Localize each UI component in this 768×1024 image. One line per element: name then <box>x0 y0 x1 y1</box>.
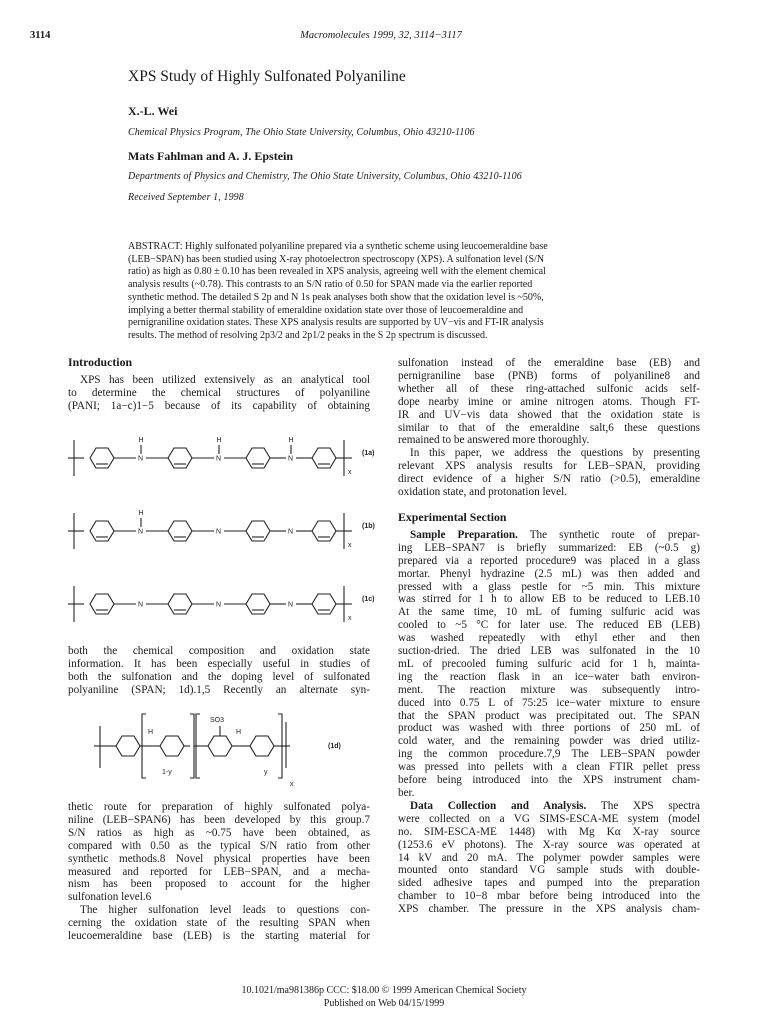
body-line: polyaniline (SPAN; 1d).1,5 Recently an alternate syn- <box>68 683 370 696</box>
h-label: H <box>236 729 242 736</box>
body-line: product was washed with three portions of 250 mL of <box>398 722 700 735</box>
section-heading: Introduction <box>68 355 133 369</box>
subsection-heading: Sample Preparation. <box>410 528 518 541</box>
body-line: remained to be answered more thoroughly. <box>398 434 590 447</box>
body-line: nism has been proposed to account for the higher <box>68 878 370 891</box>
body-line: duced into 0.75 L of 75:25 ice−water mixture to ensure <box>398 696 700 709</box>
body-line: ing LEB−SPAN7 is briefly summarized: EB (~0.5 g) <box>398 541 700 554</box>
n-label: N <box>216 528 222 536</box>
body-line: that the SPAN product was precipitated out. The SPAN <box>398 709 700 722</box>
body-line: before being introduced into the XPS instrument cham- <box>398 774 700 787</box>
body-line: direct evidence of a higher S/N ratio (>0.5), emeraldine <box>398 473 700 486</box>
body-line: synthetic methods.8 Novel physical properties have been <box>68 852 370 865</box>
abstract <box>128 241 674 343</box>
body-line: dope nearby imine or amine nitrogen atoms. Though FT- <box>398 395 700 408</box>
body-line: XPS chamber. The pressure in the XPS analysis cham- <box>398 903 700 916</box>
n-label: N <box>288 528 294 536</box>
body-line: ment. The reaction mixture was subsequently intro- <box>398 683 700 696</box>
body-line: pernigraniline base (PNB) forms of polyaniline8 and <box>398 369 700 382</box>
author-names: Mats Fahlman and A. J. Epstein <box>128 149 294 163</box>
abstract-line: synthetic method. The detailed S 2p and N 1s peak analyses both show that the oxidation level is ~50%, <box>128 291 544 303</box>
body-line: information. It has been especially useful in studies of <box>68 657 370 670</box>
body-line: mounted onto standard VG sample studs with double- <box>398 864 700 877</box>
abstract-line: ABSTRACT: Highly sulfonated polyaniline prepared via a synthetic scheme using leucoemeraldine base <box>128 241 548 252</box>
body-line: was stirred for 1 h to allow EB to be reduced to LEB.10 <box>398 593 700 606</box>
body-line: IR and UV−vis data showed that the oxidation state is <box>398 408 700 421</box>
body-line: mortar. Phenyl hydrazine (2.5 mL) was then added and <box>398 567 700 580</box>
body-line: ing the reaction flask in an ice−water bath environ- <box>398 670 700 683</box>
body-line: measured and reported for LEB−SPAN, and a mecha- <box>68 865 370 878</box>
y-label: y <box>264 769 268 776</box>
body-line: prepared via a reported procedure9 was placed in a glass <box>398 554 700 567</box>
body-line: to determine the chemical structures of polyaniline <box>68 386 370 399</box>
body-line: cooled to ~5 °C for later use. The reduced EB (LEB) <box>398 619 700 632</box>
footer-published: Published on Web 04/15/1999 <box>323 998 445 1009</box>
body-line: was pressed into pellets with a clean FTIR pellet press <box>398 761 700 774</box>
structure-label: (1c) <box>362 596 375 603</box>
body-line: whether all of these ring-attached sulfonic acids self- <box>398 382 700 395</box>
footer-doi: 10.1021/ma981386p CCC: $18.00 © 1999 American Chemical Society <box>241 985 527 996</box>
h-label: H <box>216 437 222 444</box>
body-line: thetic route for preparation of highly sulfonated polya- <box>68 801 370 813</box>
n-label: N <box>138 455 144 463</box>
body-line: both the sulfonation and the doping level of sulfonated <box>68 670 370 683</box>
body-line: S/N ratios as high as ~0.75 have been obtained, as <box>68 826 370 839</box>
abstract-line: (LEB−SPAN) has been studied using X-ray photoelectron spectroscopy (XPS). A sulfonation level (S/N <box>128 253 545 265</box>
paper-title: XPS Study of Highly Sulfonated Polyaniline <box>128 68 406 85</box>
journal-citation: Macromolecules 1999, 32, 3114−3117 <box>300 30 462 41</box>
body-line: chamber to 10−8 mbar before being introduced into the <box>398 890 700 903</box>
body-line: (PANI; 1a−c)1−5 because of its capability of obtaining <box>68 399 370 412</box>
so3-label: SO3 <box>210 717 225 724</box>
body-line <box>398 529 700 542</box>
body-text: The XPS spectra <box>600 799 700 812</box>
received-date: Received September 1, 1998 <box>128 192 244 203</box>
subsection-heading: Data Collection and Analysis. <box>410 799 587 812</box>
body-line: pressed with a glass pestle for ~5 min. This mixture <box>398 580 700 593</box>
abstract-line: pernigraniline oxidation states. These XPS analysis results are supported by UV−vis and FT-IR analysis <box>128 317 544 329</box>
h-label: H <box>138 510 144 517</box>
structure-label: (1a) <box>362 450 375 457</box>
body-line: 14 kV and 20 mA. The polymer powder samples were <box>398 851 700 864</box>
intro-section-mid <box>68 645 370 697</box>
abstract-line: results. The method of resolving 2p3/2 and 2p1/2 peaks in the S 2p spectrum is discussed. <box>128 329 488 341</box>
author-names: X.-L. Wei <box>128 104 178 118</box>
body-line: leucoemeraldine base (LEB) is the starting material for <box>68 930 370 943</box>
intro-section-lower <box>68 801 370 943</box>
n-label: N <box>216 455 222 463</box>
body-line: both the chemical composition and oxidation state <box>68 645 370 657</box>
n-label: N <box>138 528 144 536</box>
page-number: 3114 <box>30 30 51 41</box>
body-line: niline (LEB−SPAN6) has been developed by this group.7 <box>68 813 370 826</box>
h-label: H <box>148 729 154 736</box>
author-affiliation: Departments of Physics and Chemistry, The Ohio State University, Columbus, Ohio 43210-1106 <box>128 171 522 182</box>
body-line: was washed repeatedly with ethyl ether and then <box>398 632 700 645</box>
x-label: x <box>348 615 352 622</box>
n-label: N <box>288 455 294 463</box>
abstract-line: analysis results (~0.78). This contrasts to an S/N ratio of 0.50 for SPAN made via the earlier reported <box>128 279 533 291</box>
body-line: At the same time, 10 mL of fuming sulfuric acid was <box>398 606 700 619</box>
x-label: x <box>348 469 352 476</box>
n-label: N <box>138 601 144 609</box>
body-line: sulfonation level.6 <box>68 891 152 904</box>
body-line: cold water, and the remaining powder was dried utiliz- <box>398 735 700 748</box>
running-head <box>30 30 732 46</box>
right-column <box>398 357 700 916</box>
body-line <box>398 800 700 813</box>
body-line: were collected on a VG SIMS-ESCA-ME system (model <box>398 812 700 825</box>
x-label: x <box>290 781 294 788</box>
intro-section-top <box>68 356 370 413</box>
abstract-line: implying a better thermal stability of emeraldine oxidation state over those of leucoemeraldine and <box>128 304 524 316</box>
body-line: relevant XPS analysis results for LEB−SPAN, providing <box>398 460 700 473</box>
abstract-line: ratio) as high as 0.80 ± 0.10 has been revealed in XPS analysis, agreeing well with the element chemical <box>128 266 546 278</box>
structure-label: (1b) <box>362 523 375 530</box>
h-label: H <box>288 437 294 444</box>
n-label: N <box>288 601 294 609</box>
body-line: sulfonation instead of the emeraldine base (EB) and <box>398 357 700 369</box>
n-label: N <box>216 601 222 609</box>
section-heading: Experimental Section <box>398 509 507 524</box>
body-line: (1253.6 eV photons). The X-ray source was operated at <box>398 838 700 851</box>
one-minus-y-label: 1-y <box>162 769 172 776</box>
span-structure-figure <box>90 708 370 794</box>
x-label: x <box>348 542 352 549</box>
body-line: no. SIM-ESCA-ME 1448) with Mg Kα X-ray source <box>398 825 700 838</box>
structure-label-1d: (1d) <box>328 743 341 750</box>
body-line: The higher sulfonation level leads to questions con- <box>80 904 370 917</box>
body-line: similar to that of the emeraldine salt,6 these questions <box>398 421 700 434</box>
body-line: mL of precooled fuming sulfuric acid for 1 h, mainta- <box>398 657 700 670</box>
body-line: suction-dried. The dried LEB was sulfonated in the 10 <box>398 645 700 658</box>
h-label: H <box>138 437 144 444</box>
body-line: sided adhesive tapes and pumped into the preparation <box>398 877 700 890</box>
author-affiliation: Chemical Physics Program, The Ohio State University, Columbus, Ohio 43210-1106 <box>128 127 475 138</box>
body-line: XPS has been utilized extensively as an analytical tool <box>80 373 370 386</box>
body-line: compared with 0.50 as the typical S/N ratio from other <box>68 839 370 852</box>
polyaniline-structures-figure <box>62 428 382 643</box>
body-line: ber. <box>398 787 415 799</box>
body-line: In this paper, we address the questions by presenting <box>410 447 700 460</box>
body-line: oxidation state, and protonation level. <box>398 486 568 499</box>
body-text: The synthetic route of prepar- <box>529 528 700 541</box>
body-line: ing the common procedure.7,9 The LEB−SPAN powder <box>398 748 700 761</box>
body-line: cerning the oxidation state of the resulting SPAN when <box>68 917 370 930</box>
